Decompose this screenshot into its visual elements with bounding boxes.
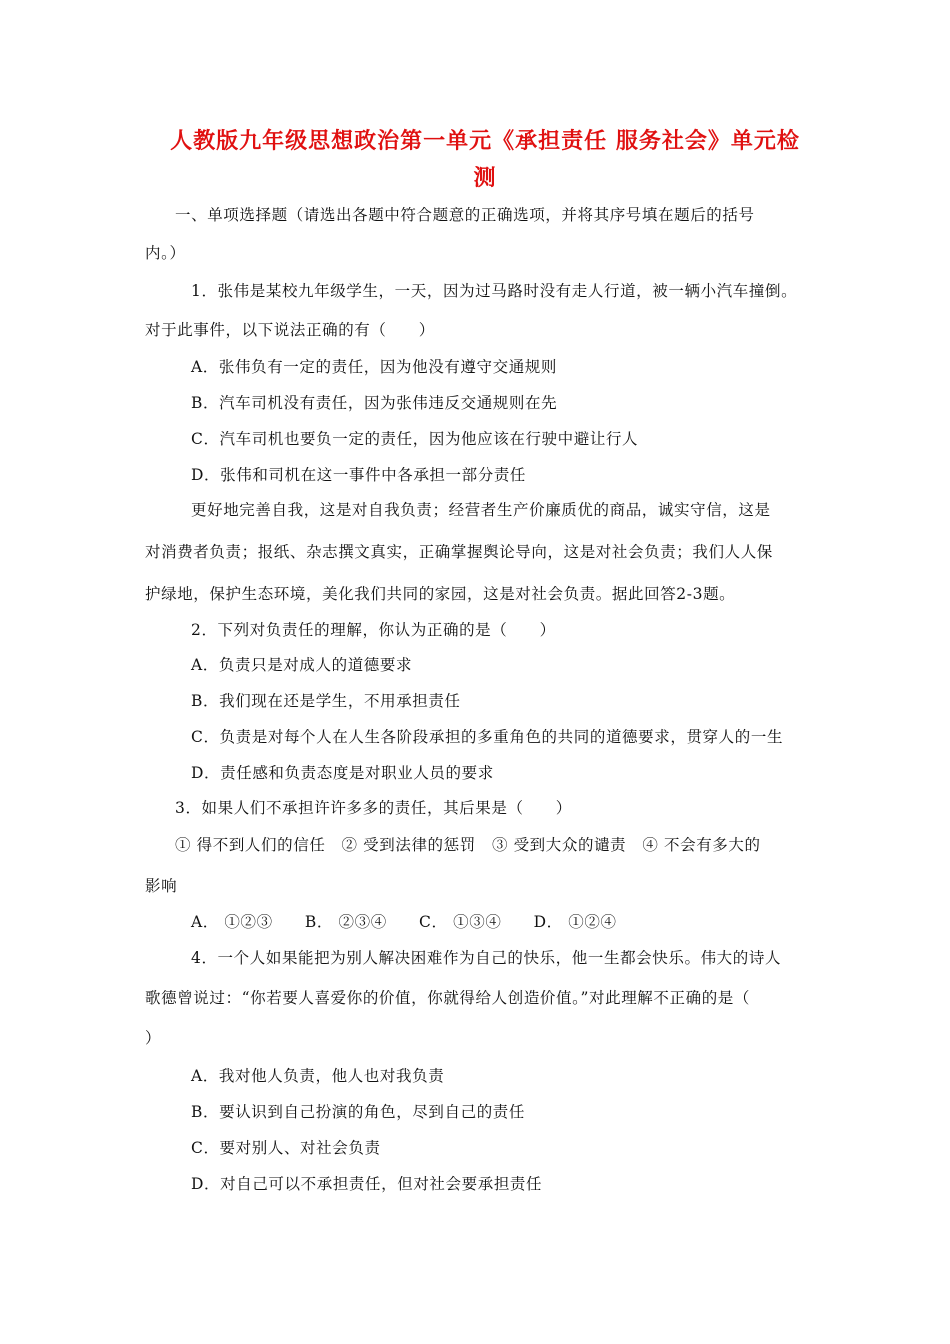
q4-option-b: B．要认识到自己扮演的角色，尽到自己的责任 [191,1103,525,1121]
q1-option-c: C．汽车司机也要负一定的责任，因为他应该在行驶中避让行人 [191,430,639,448]
document-title-line-1: 人教版九年级思想政治第一单元《承担责任 服务社会》单元检 [170,129,800,154]
q2-option-b: B．我们现在还是学生，不用承担责任 [191,692,461,710]
q4-option-d: D．对自己可以不承担责任，但对社会要承担责任 [191,1175,543,1193]
q4-stem-line-2: 歌德曾说过：“你若要人喜爱你的价值，你就得给人创造价值。”对此理解不正确的是（ [145,989,751,1007]
q2-stem: 2．下列对负责任的理解，你认为正确的是（ ） [191,621,556,639]
q1-stem-line-2: 对于此事件，以下说法正确的有（ ） [145,321,435,339]
q4-stem-line-3: ） [145,1029,162,1047]
q4-stem-line-1: 4．一个人如果能把为别人解决困难作为自己的快乐，他一生都会快乐。伟大的诗人 [191,949,782,967]
section-heading-line-1: 一、单项选择题（请选出各题中符合题意的正确选项，并将其序号填在题后的括号 [175,206,755,224]
q1-option-d: D．张伟和司机在这一事件中各承担一部分责任 [191,466,527,484]
q3-items-line-1: ① 得不到人们的信任 ② 受到法律的惩罚 ③ 受到大众的谴责 ④ 不会有多大的 [175,836,761,854]
q1-stem-line-1: 1．张伟是某校九年级学生，一天，因为过马路时没有走人行道，被一辆小汽车撞倒。 [191,282,798,300]
document-title-line-2: 测 [473,166,497,191]
q4-option-c: C．要对别人、对社会负责 [191,1139,381,1157]
q3-answer-choices: A． ①②③ B． ②③④ C． ①③④ D． ①②④ [191,913,617,931]
section-heading-line-2: 内。） [145,244,186,262]
q3-stem: 3．如果人们不承担许许多多的责任，其后果是（ ） [175,799,572,817]
q2-option-c: C．负责是对每个人在人生各阶段承担的多重角色的共同的道德要求，贯穿人的一生 [191,728,784,746]
q4-option-a: A．我对他人负责，他人也对我负责 [191,1067,445,1085]
q2-option-a: A．负责只是对成人的道德要求 [191,656,413,674]
q1-option-a: A．张伟负有一定的责任，因为他没有遵守交通规则 [191,358,557,376]
q2-option-d: D．责任感和负责态度是对职业人员的要求 [191,764,494,782]
passage-line-2: 对消费者负责；报纸、杂志撰文真实，正确掌握舆论导向，这是对社会负责；我们人人保 [145,543,773,561]
passage-line-1: 更好地完善自我，这是对自我负责；经营者生产价廉质优的商品，诚实守信，这是 [191,501,771,519]
q1-option-b: B．汽车司机没有责任，因为张伟违反交通规则在先 [191,394,558,412]
passage-line-3: 护绿地，保护生态环境，美化我们共同的家园，这是对社会负责。据此回答2-3题。 [145,585,736,603]
q3-items-line-2: 影响 [145,877,178,895]
